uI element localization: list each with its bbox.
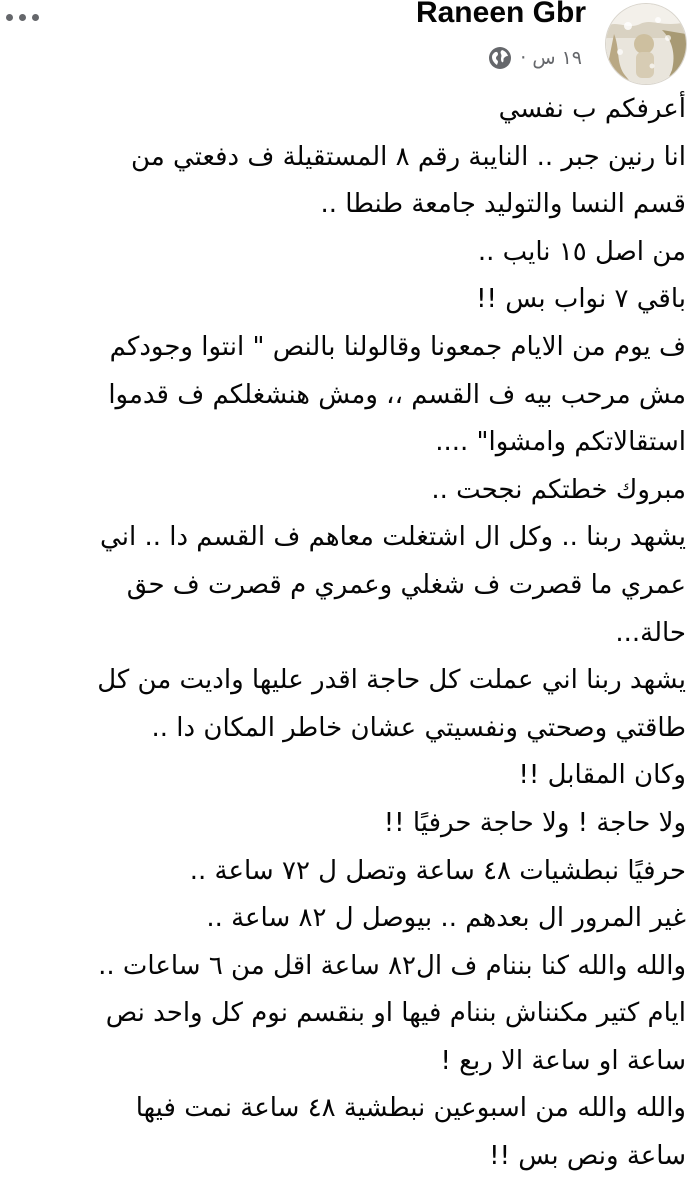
post-line: يشهد ربنا اني عملت كل حاجة اقدر عليها واديت من كل [97, 665, 686, 696]
post-line: حرفيًا نبطشيات ٤٨ ساعة وتصل ل ٧٢ ساعة .. [189, 855, 686, 886]
post-meta [488, 46, 582, 70]
post-header [0, 0, 694, 82]
post-line: ولا حاجة ! ولا حاجة حرفيًا !! [383, 807, 686, 838]
more-options-icon [6, 14, 13, 21]
profile-avatar[interactable] [606, 4, 686, 84]
author-name[interactable]: Raneen Gbr [415, 0, 586, 29]
more-options-icon-dot [19, 14, 26, 21]
post-line: مش مرحب بيه ف القسم ،، ومش هنشغلكم ف قدموا [108, 379, 686, 410]
more-options-button[interactable] [6, 4, 58, 30]
post-line: طاقتي وصحتي ونفسيتي عشان خاطر المكان دا .. [151, 712, 686, 743]
post-line: أعرفكم ب نفسي [498, 94, 686, 124]
post-line: من اصل ١٥ نايب .. [477, 236, 686, 267]
post-line: غير المرور ال بعدهم .. بيوصل ل ٨٢ ساعة .. [206, 903, 686, 934]
post-line: باقي ٧ نواب بس !! [476, 284, 686, 315]
globe-icon[interactable] [488, 46, 512, 70]
post-line: والله والله من اسبوعين نبطشية ٤٨ ساعة نمت فيها [135, 1093, 686, 1124]
post-line: ساعة ونص بس !! [489, 1141, 686, 1172]
post-time[interactable]: ١٩ س · [520, 47, 582, 69]
post-line: استقالاتكم وامشوا" .... [435, 427, 686, 458]
post-line: ف يوم من الايام جمعونا وقالولنا بالنص " انتوا وجودكم [109, 331, 686, 362]
post-line: ايام كتير مكنناش بننام فيها او بنقسم نوم كل واحد نص [105, 998, 686, 1029]
more-options-icon-dot [32, 14, 39, 21]
post-line: ساعة او ساعة الا ربع ! [440, 1045, 686, 1076]
post-line: يشهد ربنا .. وكل ال اشتغلت معاهم ف القسم دا .. اني [100, 522, 686, 553]
post-line: مبروك خطتكم نجحت .. [431, 474, 686, 505]
post-line: قسم النسا والتوليد جامعة طنطا .. [320, 189, 686, 220]
post-line: حالة... [615, 617, 686, 648]
post-line: والله والله كنا بننام ف ال٨٢ ساعة اقل من ٦ ساعات .. [98, 950, 686, 981]
post-line: انا رنين جبر .. النايبة رقم ٨ المستقيلة ف دفعتي من [131, 141, 686, 172]
post-text [10, 86, 686, 1181]
post-line: وكان المقابل !! [518, 760, 686, 791]
post-line: عمري ما قصرت ف شغلي وعمري م قصرت ف حق [126, 569, 686, 600]
